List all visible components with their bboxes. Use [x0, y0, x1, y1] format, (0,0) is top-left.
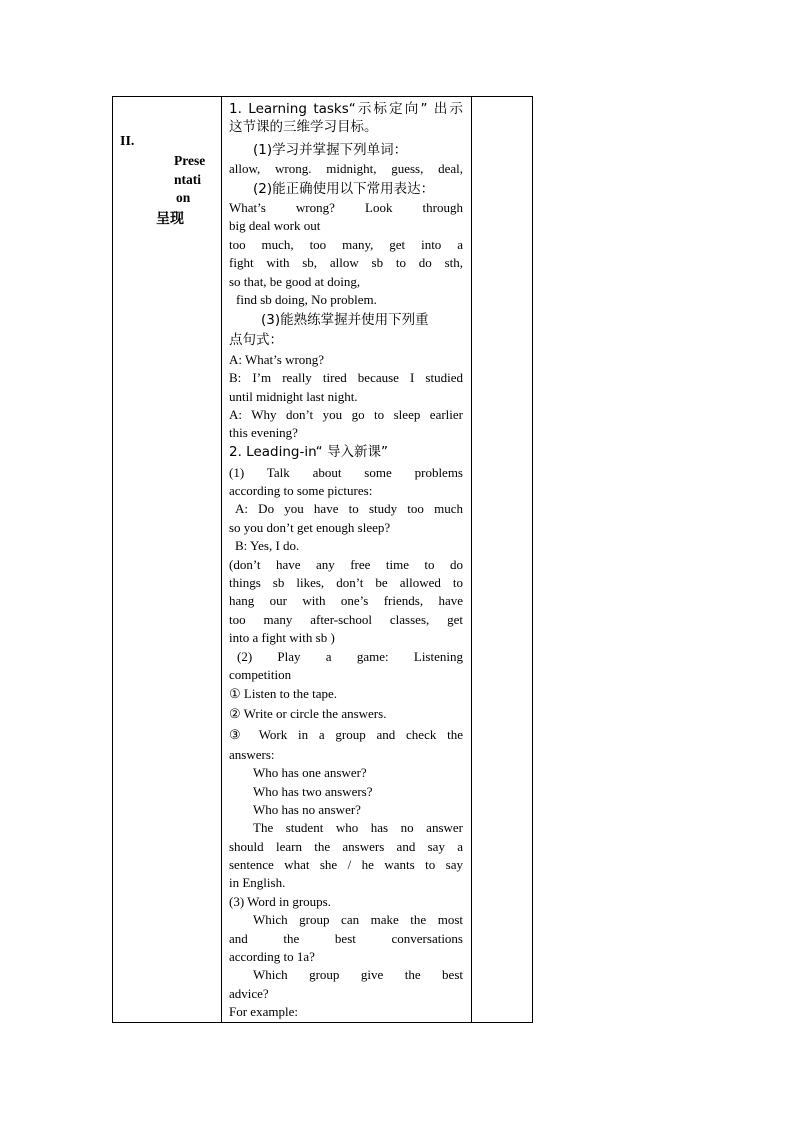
content-line: advice?	[229, 986, 269, 1001]
content-line: so that, be good at doing,	[229, 274, 361, 289]
content-line: too much, too many, get into a	[229, 237, 463, 252]
content-line: (1)学习并掌握下列单词：	[253, 142, 408, 158]
content-line: find sb doing, No problem.	[236, 292, 377, 307]
content-line: (1) Talk about some problems	[229, 465, 463, 480]
content-line: A: Why don’t you go to sleep earlier	[229, 407, 463, 422]
content-line: Who has two answers?	[253, 784, 373, 799]
content-line: 1. Learning tasks“示标定向” 出示	[229, 101, 463, 117]
content-line: competition	[229, 667, 292, 682]
content-line: hang our with one’s friends, have	[229, 593, 463, 608]
content-line: Which group can make the most	[253, 912, 463, 927]
content-line: into a fight with sb )	[229, 630, 335, 645]
content-line: this evening?	[229, 425, 298, 440]
content-line: big deal work out	[229, 218, 321, 233]
content-line: What’s wrong? Look through	[229, 200, 463, 215]
column-divider-2	[471, 96, 472, 1023]
content-line: The student who has no answer	[253, 820, 463, 835]
content-line: Who has one answer?	[253, 765, 367, 780]
content-line: fight with sb, allow sb to do sth,	[229, 255, 463, 270]
content-line: (3)能熟练掌握并使用下列重	[261, 312, 429, 328]
content-line: A: Do you have to study too much	[235, 501, 463, 516]
content-line: according to some pictures:	[229, 483, 373, 498]
stage-number: II.	[120, 134, 135, 149]
content-line: and the best conversations	[229, 931, 463, 946]
content-line: (don’t have any free time to do	[229, 557, 463, 572]
content-line: A: What’s wrong?	[229, 352, 325, 367]
content-line: B: I’m really tired because I studied	[229, 370, 463, 385]
content-line: allow, wrong. midnight, guess, deal,	[229, 161, 463, 176]
stage-english-part: Prese	[174, 153, 206, 168]
content-line: answers:	[229, 747, 275, 762]
content-line: 点句式：	[229, 332, 283, 348]
content-line: until midnight last night.	[229, 389, 358, 404]
content-line: in English.	[229, 875, 286, 890]
content-line: ③ Work in a group and check the	[229, 727, 463, 742]
content-line: ② Write or circle the answers.	[229, 706, 387, 721]
stage-english-part: ntati	[174, 171, 201, 187]
content-line: Who has no answer?	[253, 802, 361, 817]
content-line: (3) Word in groups.	[229, 894, 331, 909]
content-line: ① Listen to the tape.	[229, 686, 338, 701]
column-divider-1	[221, 96, 222, 1023]
content-line: according to 1a?	[229, 949, 315, 964]
content-line: so you don’t get enough sleep?	[229, 520, 391, 535]
content-line: too many after-school classes, get	[229, 612, 463, 627]
stage-chinese-label: 呈现	[156, 211, 184, 227]
content-line: B: Yes, I do.	[235, 538, 300, 553]
content-line: Which group give the best	[253, 967, 463, 982]
content-line: 2. Leading-in“ 导入新课”	[229, 444, 388, 460]
content-line: (2)能正确使用以下常用表达：	[253, 181, 435, 197]
content-line: sentence what she / he wants to say	[229, 857, 463, 872]
stage-english-part: on	[176, 190, 191, 205]
stage-english-label	[174, 152, 205, 208]
content-line: should learn the answers and say a	[229, 839, 463, 854]
content-line: things sb likes, don’t be allowed to	[229, 575, 463, 590]
content-line: (2) Play a game: Listening	[237, 649, 463, 664]
content-line: For example:	[229, 1004, 298, 1019]
content-line: 这节课的三维学习目标。	[229, 119, 378, 135]
